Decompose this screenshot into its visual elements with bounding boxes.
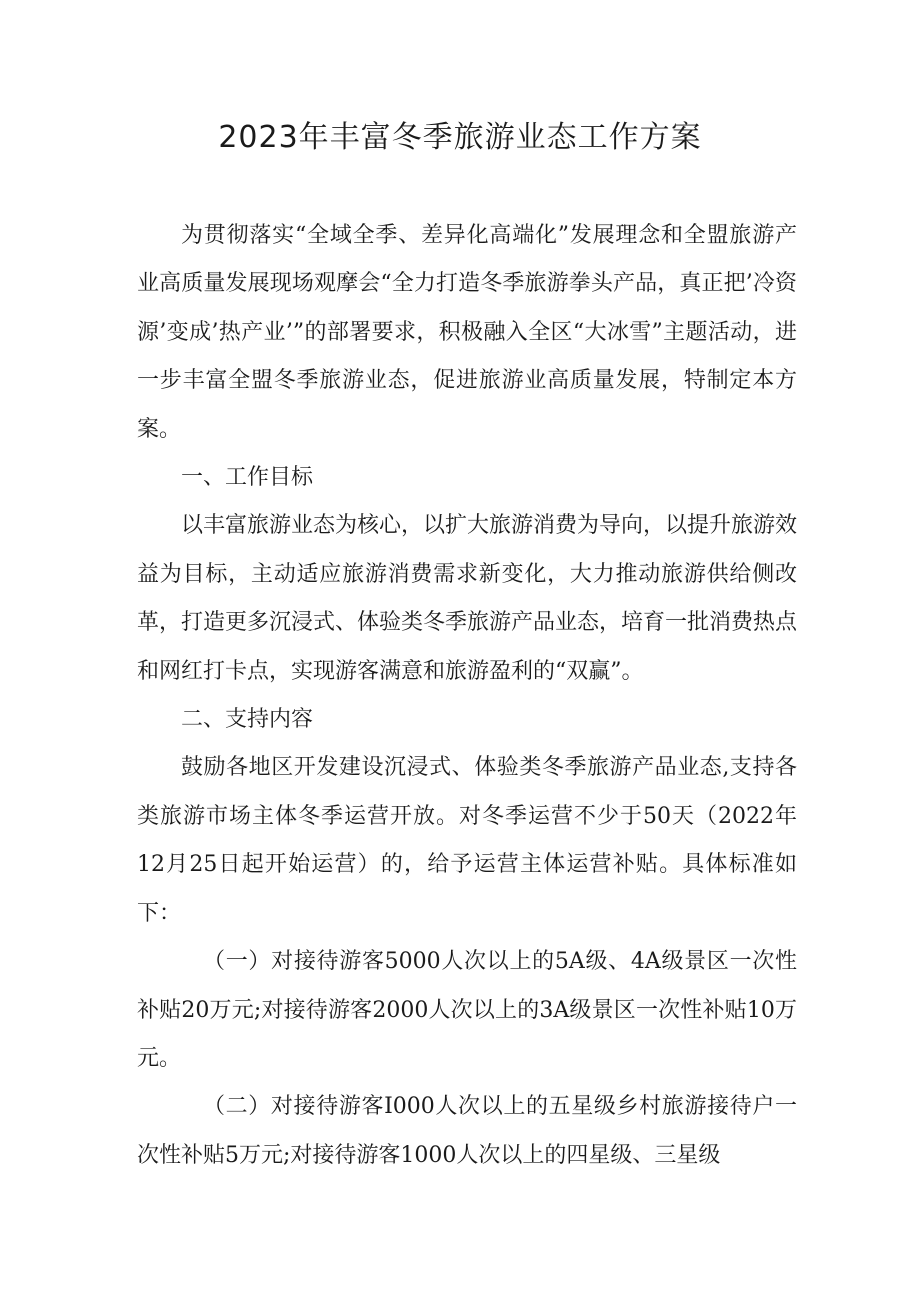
section-heading-work-goals: 一、工作目标 — [181, 465, 314, 491]
paragraph-support-content: 鼓励各地区开发建设沉浸式、体验类冬季旅游产品业态,支持各类旅游市场主体冬季运营开放。对冬季运营不少于50天（2022年12月25日起开始运营）的，给予运营主体运营补贴。具体标准如下： — [137, 755, 797, 926]
paragraph-work-goals: 以丰富旅游业态为核心，以扩大旅游消费为导向，以提升旅游效益为目标，主动适应旅游消费需求新变化，大力推动旅游供给侧改革，打造更多沉浸式、体验类冬季旅游产品业态，培育一批消费热点和网红打卡点，实现游客满意和旅游盈利的“双赢”。 — [137, 513, 798, 684]
paragraph-item-two: （二）对接待游客I000人次以上的五星级乡村旅游接待户一次性补贴5万元;对接待游客1000人次以上的四星级、三星级 — [137, 1094, 797, 1168]
document-body — [137, 212, 797, 1180]
paragraph-intro: 为贯彻落实“全域全季、差异化高端化”发展理念和全盟旅游产业高质量发展现场观摩会“全力打造冬季旅游拳头产品，真正把’冷资源’变成’热产业’”的部署要求，积极融入全区“大冰雪”主题活动，进一步丰富全盟冬季旅游业态，促进旅游业高质量发展，特制定本方案。 — [137, 223, 797, 442]
section-heading-support-content: 二、支持内容 — [181, 707, 314, 733]
document-title: 2023年丰富冬季旅游业态工作方案 — [218, 120, 702, 155]
paragraph-item-one: （一）对接待游客5000人次以上的5A级、4A级景区一次性补贴20万元;对接待游客2000人次以上的3A级景区一次性补贴10万元。 — [137, 949, 797, 1071]
